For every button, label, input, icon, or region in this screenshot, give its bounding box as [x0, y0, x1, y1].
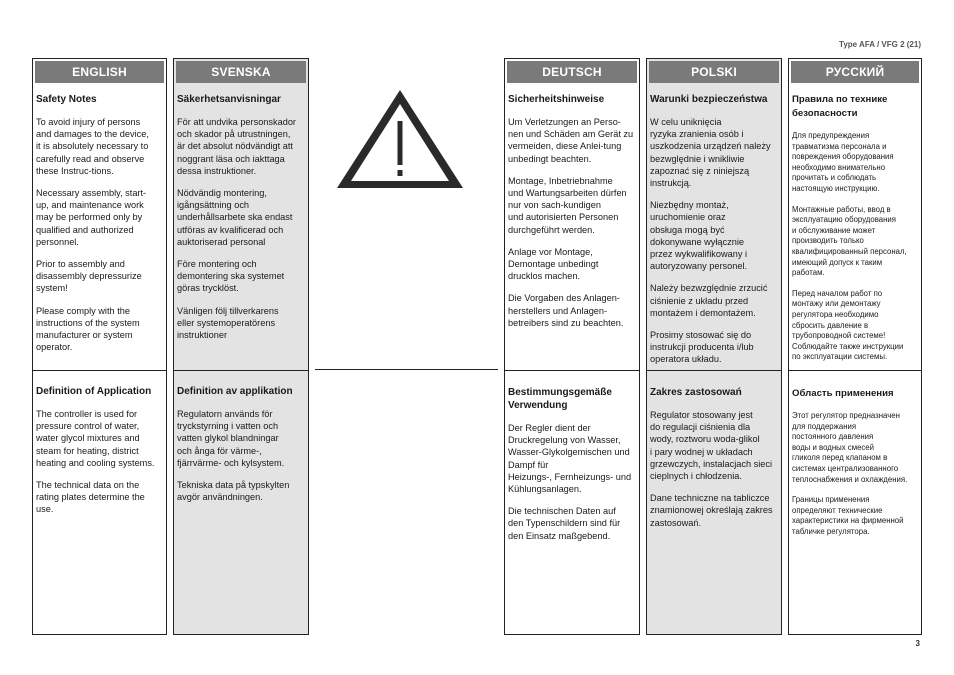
paragraph: Перед началом работ по монтажу или демонтажу регулятора необходимо сбросить давление в трубопроводной системе! Соблюдайте также инструкции по эксплуатации системы.: [792, 288, 904, 362]
column-svenska: [173, 58, 309, 635]
language-tab-deutsch: DEUTSCH: [507, 61, 637, 83]
paragraph: Tekniska data på typskylten avgör användningen.: [177, 480, 290, 503]
paragraph: Prior to assembly and disassembly depressurize system!: [36, 259, 142, 294]
application-section: [650, 386, 778, 539]
document-reference: Type AFA / VFG 2 (21): [839, 40, 921, 49]
section-divider: [505, 370, 639, 371]
paragraph: Dane techniczne na tabliczce znamionowej określają zakres zastosowań.: [650, 493, 773, 528]
paragraph: Prosimy stosować się do instrukcji producenta i/lub operatora układu.: [650, 330, 754, 365]
warning-triangle-icon: [336, 89, 464, 189]
section-title: Warunki bezpieczeństwa: [650, 94, 768, 105]
paragraph: Die technischen Daten auf den Typenschildern sind für den Einsatz maßgebend.: [508, 506, 621, 541]
paragraph: Vänligen följ tillverkarens eller systemoperatörens instruktioner: [177, 305, 279, 341]
application-section: [177, 385, 305, 513]
language-tab-svenska: SVENSKA: [176, 61, 306, 83]
column-polski: [646, 58, 782, 635]
paragraph: To avoid injury of persons and damages to the device, it is absolutely necessary to carefully read and observe these Instruc-tions.: [36, 117, 149, 176]
paragraph: Die Vorgaben des Anlagen- herstellers und Anlagen- betreibers sind zu beachten.: [508, 293, 624, 328]
paragraph: Nödvändig montering, igångsättning och underhållsarbete ska endast utföras av kvalificerad och auktoriserad personal: [177, 188, 293, 247]
safety-notes-section: [650, 93, 778, 376]
paragraph: The controller is used for pressure control of water, water glycol mixtures and steam for heating, district heating and cooling systems.: [36, 409, 155, 468]
paragraph: Please comply with the instructions of the system manufacturer or system operator.: [36, 305, 140, 353]
section-title: Definition of Application: [36, 386, 152, 397]
application-section: [792, 387, 918, 548]
paragraph: Этот регулятор предназначен для поддержания постоянного давления воды и водных смесей гликоля перед клапаном в системах централизованного теплоснабжения и охлаждения.: [792, 411, 908, 484]
paragraph: Для предупреждения травматизма персонала и повреждения оборудования необходимо внимательно прочитать и соблюдать настоящую инструкцию.: [792, 131, 894, 193]
paragraph: Regulatorn används för tryckstyrning i vatten och vatten glykol blandningar och ånga för värme-, fjärrvärme- och kylsystem.: [177, 409, 285, 468]
section-divider: [174, 370, 308, 371]
middle-divider: [315, 369, 498, 370]
safety-notes-section: [177, 93, 305, 351]
paragraph: W celu uniknięcia ryzyka zranienia osób i uszkodzenia urządzeń należy bezwględnie i wnikliwie zapoznać się z niniejszą instrukcją.: [650, 117, 771, 189]
paragraph: Före montering och demontering ska systemet göras trycklöst.: [177, 259, 285, 294]
section-divider: [647, 370, 781, 371]
paragraph: För att undvika personskador och skador på utrustningen, är det absolut nödvändigt att noggrant läsa och iakttaga dessa instruktioner.: [177, 117, 296, 176]
language-tab-russkiy: РУССКИЙ: [791, 61, 919, 83]
section-title: Bestimmungsgemäße Verwendung: [508, 387, 612, 411]
section-title: Область применения: [792, 388, 894, 399]
paragraph: Der Regler dient der Druckregelung von Wasser, Wasser-Glykolgemischen und Dampf für Heizungs-, Fernheizungs- und Kühlungsanlagen.: [508, 423, 632, 495]
paragraph: Монтажные работы, ввод в эксплуатацию оборудования и обслуживание может производить только квалифицированный персонал, имеющий допуск к таким работам.: [792, 204, 907, 278]
safety-notes-section: [508, 93, 636, 339]
paragraph: Niezbędny montaż, uruchomienie oraz obsługa mogą być dokonywane wyłącznie przez wykwalifikowany i autoryzowany personel.: [650, 200, 748, 272]
paragraph: Montage, Inbetriebnahme und Wartungsarbeiten dürfen nur von sach-kundigen und autorisierten Personen durchgeführt werden.: [508, 175, 627, 235]
section-title: Zakres zastosowań: [650, 387, 742, 398]
section-title: Sicherheitshinweise: [508, 94, 605, 105]
paragraph: The technical data on the rating plates determine the use.: [36, 480, 145, 515]
paragraph: Границы применения определяют технические характеристики на фирменной табличке регулятора.: [792, 495, 904, 536]
section-title: Safety Notes: [36, 94, 97, 105]
section-divider: [33, 370, 166, 371]
language-tab-polski: POLSKI: [649, 61, 779, 83]
paragraph: Regulator stosowany jest do regulacji ciśnienia dla wody, roztworu woda-glikol i pary wodnej w układach grzewczych, instalacjach sieci cieplnych i chłodzenia.: [650, 410, 773, 482]
column-deutsch: [504, 58, 640, 635]
paragraph: Należy bezwzględnie zrzucić ciśnienie z układu przed montażem i demontażem.: [650, 283, 768, 318]
column-russkiy: [788, 58, 922, 635]
safety-notes-section: [792, 93, 918, 373]
section-title: Säkerhetsanvisningar: [177, 94, 281, 105]
section-title: Definition av applikation: [177, 386, 293, 397]
section-divider: [789, 370, 921, 371]
section-title: Правила по технике безопасности: [792, 94, 888, 119]
paragraph: Um Verletzungen an Perso- nen und Schäden am Gerät zu vermeiden, diese Anlei-tung unbedingt beachten.: [508, 117, 634, 164]
page-number: 3: [915, 639, 920, 648]
safety-notes-section: [36, 93, 163, 363]
application-section: [36, 385, 163, 526]
paragraph: Necessary assembly, start- up, and maintenance work may be performed only by qualified and authorized personnel.: [36, 188, 147, 247]
language-tab-english: ENGLISH: [35, 61, 164, 83]
column-english: [32, 58, 167, 635]
application-section: [508, 386, 636, 552]
paragraph: Anlage vor Montage, Demontage unbedingt drucklos machen.: [508, 246, 599, 282]
